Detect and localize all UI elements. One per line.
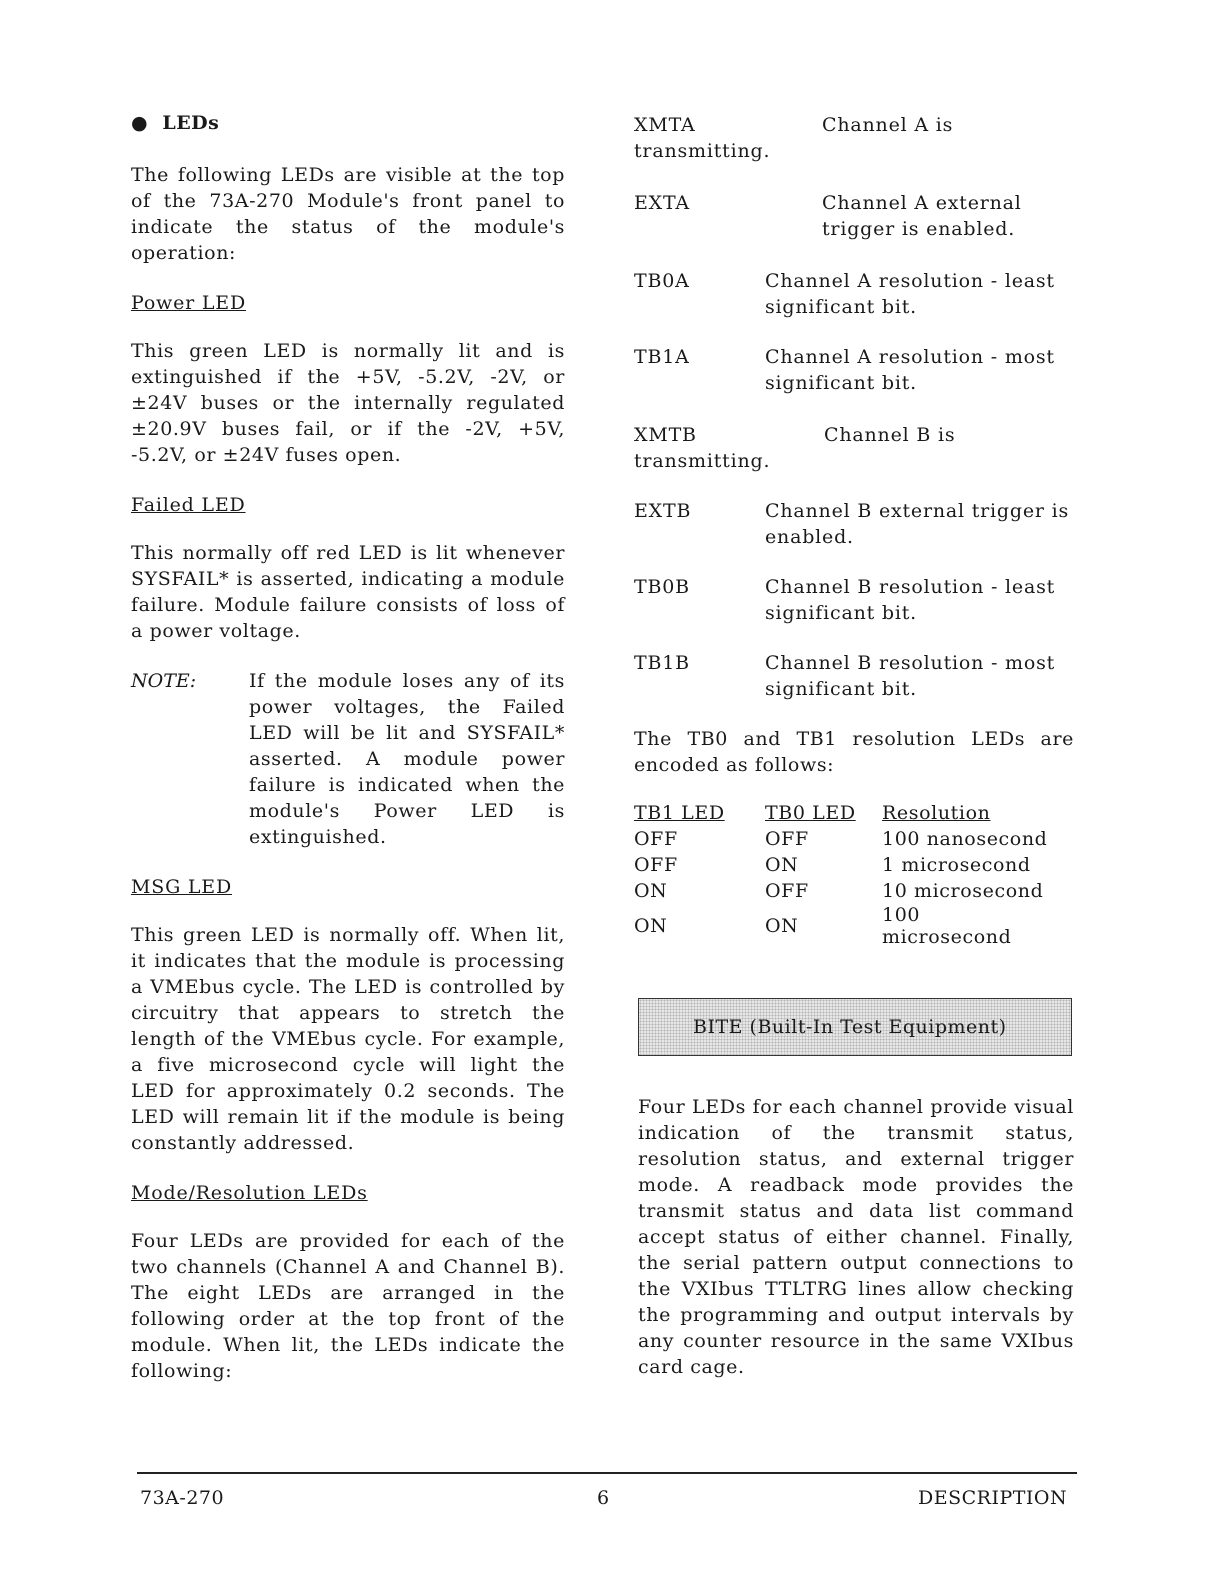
led-desc: Channel A resolution - least significant bit. (765, 270, 1055, 318)
footer-section: DESCRIPTION (918, 1487, 1068, 1509)
footer-doc-id: 73A-270 (140, 1487, 225, 1509)
msg-led-heading: MSG LED (131, 876, 233, 898)
led-entry-exta (634, 190, 1074, 242)
led-entry-tb0b (634, 574, 1074, 626)
footer-page-number: 6 (597, 1487, 610, 1509)
led-code: TB0A (634, 270, 690, 292)
led-entry-tb0a (634, 268, 1074, 320)
table-row (634, 852, 1054, 878)
encoding-intro: The TB0 and TB1 resolution LEDs are encoded as follows: (634, 728, 1074, 776)
table-cell: ON (634, 880, 668, 902)
led-entry-xmta (634, 112, 1074, 164)
mode-resolution-text: Four LEDs are provided for each of the two channels (Channel A and Channel B). The eight LEDs are arranged in the following order at the top front of the module. When lit, the LEDs indicate the following: (131, 1230, 565, 1382)
led-desc: Channel A is (822, 114, 954, 136)
right-column (634, 112, 1074, 1380)
led-code: EXTB (634, 500, 692, 522)
led-entry-tb1a (634, 344, 1074, 396)
column-header: TB0 LED (765, 802, 856, 824)
led-code: EXTA (634, 192, 690, 214)
table-cell: ON (634, 915, 668, 937)
table-cell: 100 microsecond (882, 904, 1012, 948)
led-desc-continued: transmitting. (634, 140, 771, 162)
power-led-heading: Power LED (131, 292, 247, 314)
bite-section-header (638, 998, 1072, 1056)
table-cell: OFF (765, 828, 809, 850)
column-header: Resolution (882, 802, 991, 824)
led-entry-extb (634, 498, 1074, 550)
led-desc: Channel B resolution - most significant bit. (765, 652, 1056, 700)
note-label: NOTE: (131, 670, 197, 692)
led-desc: Channel B external trigger is enabled. (765, 500, 1070, 548)
resolution-table (634, 800, 1054, 948)
bite-title: BITE (Built-In Test Equipment) (693, 1016, 1007, 1038)
failed-led-heading: Failed LED (131, 494, 246, 516)
led-code: TB1B (634, 652, 690, 674)
led-entry-tb1b (634, 650, 1074, 702)
table-row (634, 878, 1054, 904)
led-desc: Channel B is (824, 424, 956, 446)
led-desc: Channel A external trigger is enabled. (822, 192, 1022, 240)
table-cell: OFF (634, 828, 678, 850)
table-header-row (634, 800, 1054, 826)
note-text: If the module loses any of its power voltages, the Failed LED will be lit and SYSFAIL* asserted. A module power failure is indicated when the module's Power LED is extinguished. (249, 670, 565, 848)
led-code: TB1A (634, 346, 690, 368)
led-code: TB0B (634, 576, 690, 598)
led-code: XMTB (634, 424, 697, 446)
led-code: XMTA (634, 114, 696, 136)
table-cell: OFF (634, 854, 678, 876)
table-cell: ON (765, 915, 799, 937)
footer-rule (137, 1472, 1077, 1474)
bite-text: Four LEDs for each channel provide visual indication of the transmit status, resolution status, and external trigger mode. A readback mode provides the transmit status and data list command accept status of either channel. Finally, the serial pattern output connections to the VXIbus TTLTRG lines allow checking the programming and output intervals by any counter resource in the same VXIbus card cage. (638, 1096, 1074, 1378)
table-row (634, 826, 1054, 852)
left-column (131, 112, 565, 1384)
power-led-text: This green LED is normally lit and is extinguished if the +5V, -5.2V, -2V, or ±24V buses or the internally regulated ±20.9V buses fail, or if the -2V, +5V, -5.2V, or ±24V fuses open. (131, 340, 565, 466)
led-desc: Channel B resolution - least significant bit. (765, 576, 1056, 624)
led-desc: Channel A resolution - most significant bit. (765, 346, 1055, 394)
table-cell: OFF (765, 880, 809, 902)
msg-led-text: This green LED is normally off. When lit, it indicates that the module is processing a VMEbus cycle. The LED is controlled by circuitry that appears to stretch the length of the VMEbus cycle. For example, a five microsecond cycle will light the LED for approximately 0.2 seconds. The LED will remain lit if the module is being constantly addressed. (131, 924, 565, 1154)
note-block (131, 668, 565, 850)
led-entry-xmtb (634, 422, 1074, 474)
table-cell: 10 microsecond (882, 880, 1044, 902)
table-cell: 1 microsecond (882, 854, 1031, 876)
leds-heading: ● LEDs (131, 112, 220, 134)
failed-led-text: This normally off red LED is lit whenever SYSFAIL* is asserted, indicating a module failure. Module failure consists of loss of a power voltage. (131, 542, 565, 642)
bullet-icon: ● (131, 112, 149, 134)
intro-paragraph: The following LEDs are visible at the top of the 73A-270 Module's front panel to indicate the status of the module's operation: (131, 164, 565, 264)
table-cell: ON (765, 854, 799, 876)
mode-resolution-heading: Mode/Resolution LEDs (131, 1182, 368, 1204)
column-header: TB1 LED (634, 802, 725, 824)
table-row (634, 904, 1054, 948)
led-desc-continued: transmitting. (634, 450, 771, 472)
table-cell: 100 nanosecond (882, 828, 1048, 850)
